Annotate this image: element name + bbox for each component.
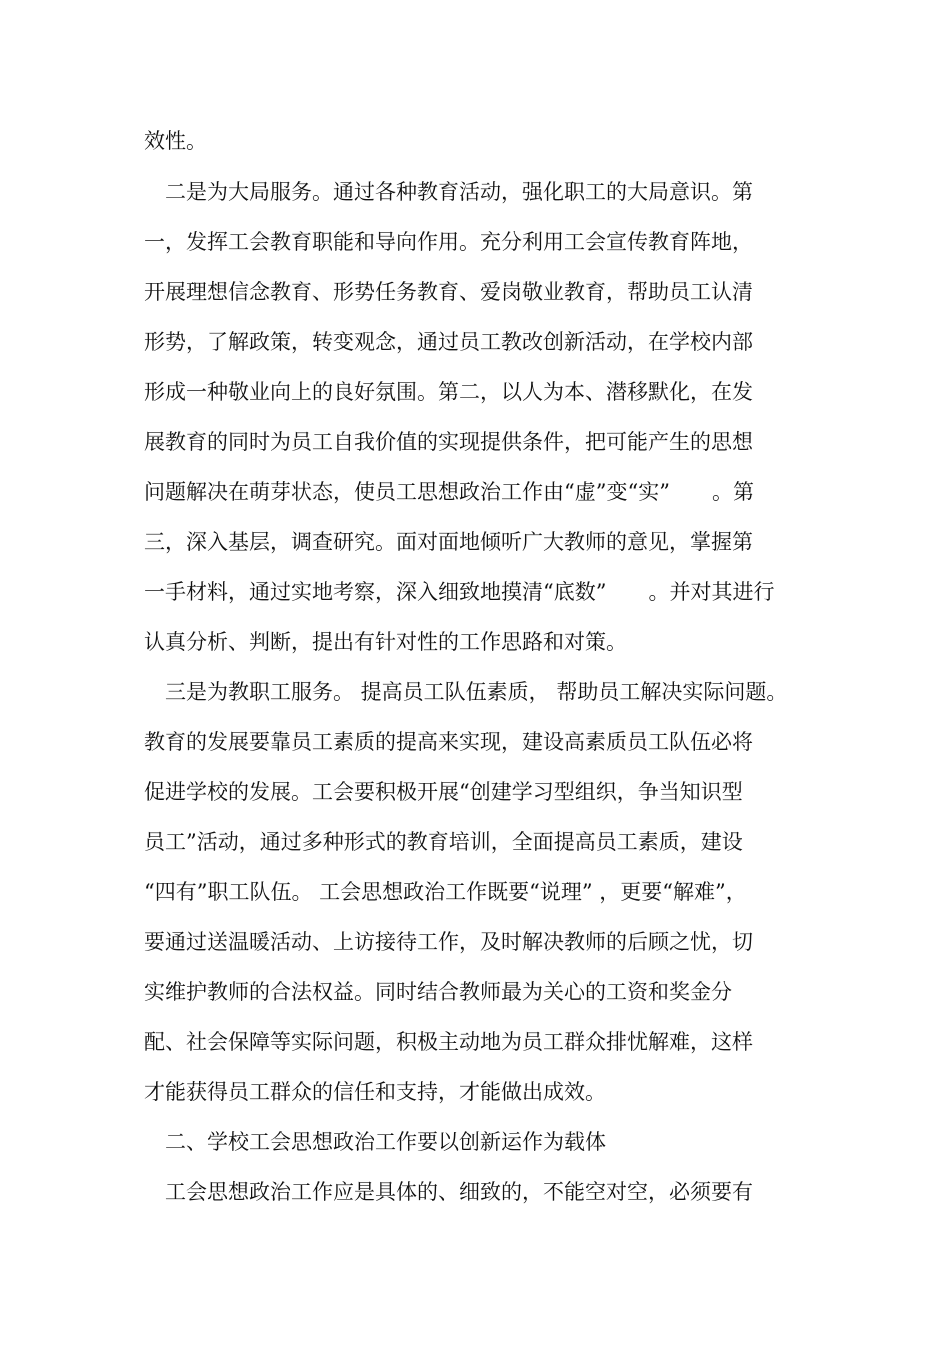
text-line: 展教育的同时为员工自我价值的实现提供条件，把可能产生的思想 (144, 430, 753, 454)
text-line: 员工”活动，通过多种形式的教育培训，全面提高员工素质，建设 (144, 830, 743, 854)
text-line: 三是为教职工服务。 提高员工队伍素质， 帮助员工解决实际问题。 (144, 680, 788, 704)
text-line: 教育的发展要靠员工素质的提高来实现，建设高素质员工队伍必将 (144, 730, 753, 754)
text-line: 二是为大局服务。通过各种教育活动，强化职工的大局意识。第 (144, 180, 753, 204)
text-line: 配、社会保障等实际问题，积极主动地为员工群众排忧解难，这样 (144, 1030, 753, 1054)
text-line: 认真分析、判断，提出有针对性的工作思路和对策。 (144, 630, 627, 654)
text-line: 促进学校的发展。工会要积极开展“创建学习型组织，争当知识型 (144, 780, 743, 804)
text-line: 问题解决在萌芽状态，使员工思想政治工作由“虚”变“实” 。第 (144, 480, 754, 504)
text-line: 形势，了解政策，转变观念，通过员工教改创新活动，在学校内部 (144, 330, 753, 354)
text-line: “四有”职工队伍。 工会思想政治工作既要“说理” ，更要“解难”， (144, 880, 747, 904)
text-line: 三，深入基层，调查研究。面对面地倾听广大教师的意见，掌握第 (144, 530, 753, 554)
text-line: 工会思想政治工作应是具体的、细致的，不能空对空，必须要有 (144, 1180, 753, 1204)
section-heading: 二、学校工会思想政治工作要以创新运作为载体 (144, 1130, 606, 1154)
text-line: 才能获得员工群众的信任和支持，才能做出成效。 (144, 1080, 606, 1104)
text-line: 一，发挥工会教育职能和导向作用。充分利用工会宣传教育阵地， (144, 230, 753, 254)
text-line: 一手材料，通过实地考察，深入细致地摸清“底数” 。并对其进行 (144, 580, 775, 604)
text-line: 形成一种敬业向上的良好氛围。第二，以人为本、潜移默化，在发 (144, 380, 753, 404)
text-line: 效性。 (144, 129, 207, 153)
text-line: 要通过送温暖活动、上访接待工作，及时解决教师的后顾之忧，切 (144, 930, 753, 954)
text-line: 开展理想信念教育、形势任务教育、爱岗敬业教育，帮助员工认清 (144, 280, 753, 304)
text-line: 实维护教师的合法权益。同时结合教师最为关心的工资和奖金分 (144, 980, 732, 1004)
